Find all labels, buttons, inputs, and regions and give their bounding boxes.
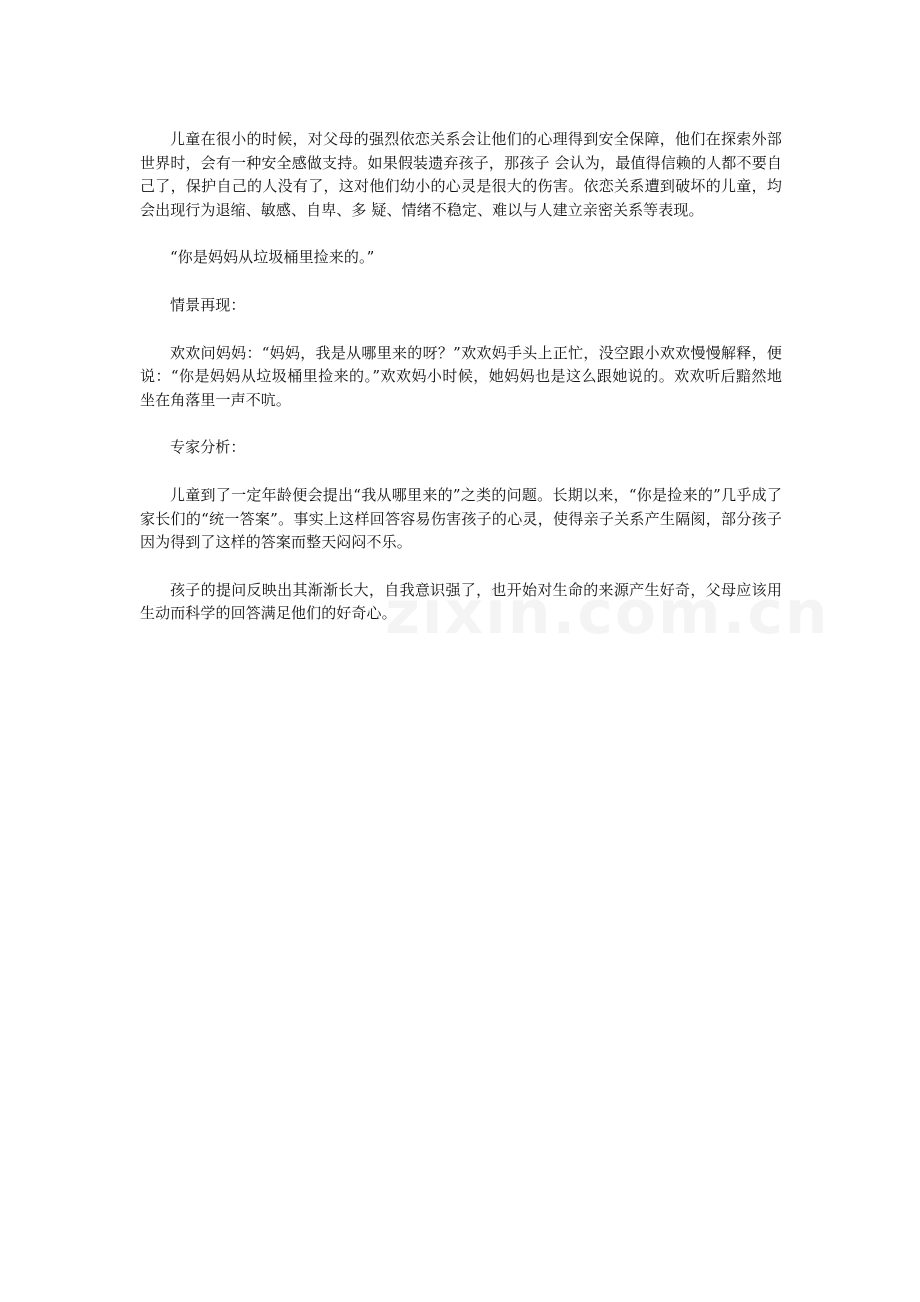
- paragraph-conclusion: 孩子的提问反映出其渐渐长大，自我意识强了，也开始对生命的来源产生好奇，父母应该用生动而科学的回答满足他们的好奇心。: [140, 580, 782, 623]
- paragraph-scene-body: 欢欢问妈妈：“妈妈，我是从哪里来的呀？”欢欢妈手头上正忙，没空跟小欢欢慢慢解释，便说：“你是妈妈从垃圾桶里捡来的。”欢欢妈小时候，她妈妈也是这么跟她说的。欢欢听后黯然地坐在角落里一声不吭。: [140, 343, 782, 409]
- paragraph-attachment-intro: 儿童在很小的时候，对父母的强烈依恋关系会让他们的心理得到安全保障，他们在探索外部世界时，会有一种安全感做支持。如果假装遗弃孩子，那孩子 会认为，最值得信赖的人都不要自己了，保护自己的人没有了，这对他们幼小的心灵是很大的伤害。依恋关系遭到破坏的儿童，均会出现行为退缩、敏感、自卑、多 疑、情绪不稳定、难以与人建立亲密关系等表现。: [140, 130, 782, 219]
- paragraph-expert-heading: 专家分析：: [170, 438, 246, 457]
- paragraph-expert-body: 儿童到了一定年龄便会提出“我从哪里来的”之类的问题。长期以来，“你是捡来的”几乎成了家长们的“统一答案”。事实上这样回答容易伤害孩子的心灵，使得亲子关系产生隔阂，部分孩子因为得到了这样的答案而整天闷闷不乐。: [140, 485, 782, 552]
- paragraph-quote: “你是妈妈从垃圾桶里捡来的。”: [170, 248, 375, 267]
- paragraph-scene-heading: 情景再现：: [170, 295, 246, 314]
- document-page: [140, 128, 782, 650]
